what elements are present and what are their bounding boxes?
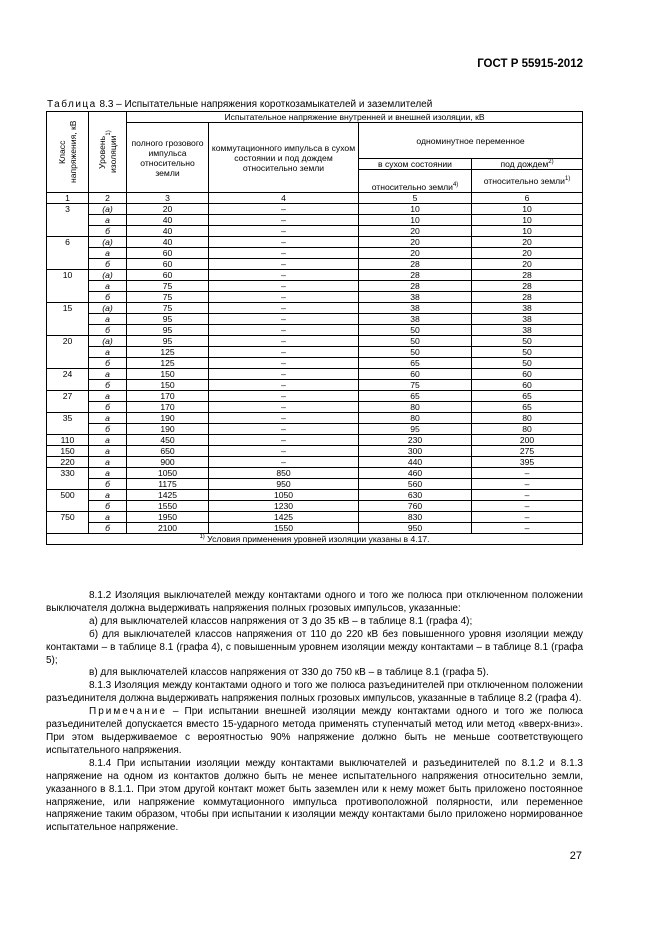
value-cell: – (209, 413, 359, 424)
table-footnote-mark: 1) (199, 534, 205, 540)
value-cell: 20 (472, 259, 583, 270)
value-cell: – (209, 380, 359, 391)
value-cell: 850 (209, 468, 359, 479)
column-number-cell: 2 (89, 193, 127, 204)
voltage-class-cell: 35 (47, 413, 89, 435)
insulation-level-cell: б (89, 424, 127, 435)
value-cell: – (209, 259, 359, 270)
table-row (47, 325, 583, 336)
value-cell: 150 (127, 369, 209, 380)
voltage-class-cell: 20 (47, 336, 89, 369)
value-cell: 38 (472, 303, 583, 314)
value-cell: 60 (127, 259, 209, 270)
value-cell: 38 (472, 314, 583, 325)
table-row (47, 523, 583, 534)
value-cell: 10 (472, 204, 583, 215)
paragraph-8-1-3: 8.1.3 Изоляция между контактами одного и того же полюса разъединителей при отключенном положении разъединителя должна выдерживать напряжения полных грозовых импульсов, указанные в таблице 8.2 (графа 4). (46, 680, 583, 705)
value-cell: 75 (359, 380, 472, 391)
table-row (47, 446, 583, 457)
insulation-level-cell: а (89, 391, 127, 402)
insulation-level-cell: б (89, 402, 127, 413)
value-cell: – (209, 270, 359, 281)
value-cell: 50 (359, 347, 472, 358)
voltage-class-cell: 27 (47, 391, 89, 413)
value-cell: 560 (359, 479, 472, 490)
value-cell: 28 (359, 270, 472, 281)
insulation-level-cell: а (89, 347, 127, 358)
value-cell: 40 (127, 226, 209, 237)
value-cell: 50 (472, 358, 583, 369)
value-cell: 28 (472, 270, 583, 281)
value-cell: 20 (472, 248, 583, 259)
insulation-level-cell: (а) (89, 270, 127, 281)
value-cell: 50 (359, 336, 472, 347)
table-row (47, 457, 583, 468)
insulation-level-cell: а (89, 435, 127, 446)
table-row (47, 303, 583, 314)
value-cell: 95 (127, 325, 209, 336)
insulation-level-cell: б (89, 259, 127, 270)
table-row (47, 468, 583, 479)
value-cell: 20 (359, 237, 472, 248)
value-cell: – (472, 468, 583, 479)
insulation-level-cell: (а) (89, 237, 127, 248)
header-rain-col (472, 159, 583, 193)
value-cell: – (472, 512, 583, 523)
value-cell: – (209, 347, 359, 358)
insulation-level-cell: б (89, 292, 127, 303)
note-text: – При испытании внешней изоляции между контактами одного и того же полюса разъединителей допускается вместо 15-ударного метода применять ступенчатый метод или метод «вверх-вниз». При этом выдерживаемое с вероятностью 90% напряжение должно быть не меньше соответствующего испытательного напряжения. (46, 706, 583, 756)
table-row (47, 413, 583, 424)
note-label: Примечание (89, 706, 167, 718)
value-cell: 200 (472, 435, 583, 446)
table-footnote (47, 534, 583, 545)
insulation-level-cell: а (89, 468, 127, 479)
value-cell: – (209, 446, 359, 457)
table-row (47, 501, 583, 512)
header-rain-label-text: под дождем (500, 159, 549, 169)
value-cell: – (209, 292, 359, 303)
value-cell: 60 (472, 380, 583, 391)
header-voltage-class (47, 112, 89, 193)
value-cell: – (209, 314, 359, 325)
header-rain-ground-sup: 1) (564, 176, 571, 182)
voltage-class-cell: 3 (47, 204, 89, 237)
value-cell: 230 (359, 435, 472, 446)
table-row (47, 314, 583, 325)
value-cell: 1230 (209, 501, 359, 512)
value-cell: – (209, 435, 359, 446)
value-cell: – (472, 490, 583, 501)
header-test-voltage-group: Испытательное напряжение внутренней и внешней изоляции, кВ (127, 112, 583, 123)
page-number: 27 (569, 850, 582, 862)
insulation-level-cell: б (89, 523, 127, 534)
table-row (47, 512, 583, 523)
value-cell: 950 (359, 523, 472, 534)
value-cell: 40 (127, 237, 209, 248)
paragraph-8-1-2: 8.1.2 Изоляция выключателей между контактами одного и того же полюса при отключенном положении выключателя должна выдерживать напряжения полных грозовых импульсов, указанные: (46, 590, 583, 614)
value-cell: 395 (472, 457, 583, 468)
table-row (47, 259, 583, 270)
insulation-level-cell: (а) (89, 303, 127, 314)
table-row (47, 281, 583, 292)
value-cell: 20 (127, 204, 209, 215)
value-cell: 125 (127, 358, 209, 369)
header-rain-ground (474, 170, 580, 186)
value-cell: 10 (472, 226, 583, 237)
value-cell: 125 (127, 347, 209, 358)
column-number-cell: 1 (47, 193, 89, 204)
table-row (47, 391, 583, 402)
value-cell: 95 (127, 336, 209, 347)
value-cell: 950 (209, 479, 359, 490)
table-footnote-text: Условия применения уровней изоляции указаны в 4.17. (204, 534, 430, 544)
column-number-cell: 5 (359, 193, 472, 204)
value-cell: 760 (359, 501, 472, 512)
table-row (47, 215, 583, 226)
value-cell: 10 (359, 215, 472, 226)
value-cell: – (209, 325, 359, 336)
insulation-level-cell: а (89, 215, 127, 226)
value-cell: 95 (127, 314, 209, 325)
value-cell: 80 (472, 413, 583, 424)
table-caption-title: – Испытательные напряжения короткозамыкателей и заземлителей (113, 99, 433, 110)
value-cell: – (472, 501, 583, 512)
value-cell: 170 (127, 402, 209, 413)
value-cell: – (209, 369, 359, 380)
insulation-level-cell: а (89, 413, 127, 424)
value-cell: 190 (127, 413, 209, 424)
body-text (46, 590, 583, 835)
insulation-level-cell: б (89, 501, 127, 512)
value-cell: 38 (359, 292, 472, 303)
voltage-class-cell: 10 (47, 270, 89, 303)
value-cell: 50 (472, 336, 583, 347)
value-cell: 1175 (127, 479, 209, 490)
insulation-level-cell: (а) (89, 204, 127, 215)
value-cell: 38 (472, 325, 583, 336)
value-cell: 650 (127, 446, 209, 457)
table-row (47, 358, 583, 369)
value-cell: 38 (359, 314, 472, 325)
value-cell: 1425 (209, 512, 359, 523)
value-cell: 60 (472, 369, 583, 380)
value-cell: 60 (359, 369, 472, 380)
column-number-cell: 3 (127, 193, 209, 204)
value-cell: 440 (359, 457, 472, 468)
value-cell: – (209, 391, 359, 402)
header-rain-label-sup: 2) (548, 159, 554, 165)
value-cell: 190 (127, 424, 209, 435)
value-cell: 10 (359, 204, 472, 215)
insulation-level-cell: б (89, 479, 127, 490)
column-number-cell: 6 (472, 193, 583, 204)
insulation-level-cell: а (89, 512, 127, 523)
value-cell: – (209, 358, 359, 369)
insulation-level-cell: б (89, 380, 127, 391)
header-dry-ground-sup: 4) (452, 182, 459, 188)
column-numbers-row (47, 193, 583, 204)
table-row (47, 402, 583, 413)
header-dry-ground-label: относительно земли (371, 182, 453, 192)
value-cell: 1550 (209, 523, 359, 534)
table-row (47, 292, 583, 303)
value-cell: – (209, 248, 359, 259)
value-cell: 60 (127, 248, 209, 259)
value-cell: 65 (359, 358, 472, 369)
insulation-level-cell: б (89, 325, 127, 336)
value-cell: 28 (359, 281, 472, 292)
value-cell: 75 (127, 303, 209, 314)
voltage-class-cell: 750 (47, 512, 89, 534)
value-cell: – (209, 204, 359, 215)
table-row (47, 204, 583, 215)
value-cell: – (472, 523, 583, 534)
value-cell: – (209, 424, 359, 435)
value-cell: 1050 (127, 468, 209, 479)
value-cell: 50 (472, 347, 583, 358)
value-cell: 2100 (127, 523, 209, 534)
header-insulation-level-sup: 1) (105, 130, 112, 136)
insulation-level-cell: а (89, 314, 127, 325)
header-dry-label: в сухом состоянии (359, 159, 471, 170)
table-row (47, 490, 583, 501)
insulation-level-cell: а (89, 248, 127, 259)
value-cell: 460 (359, 468, 472, 479)
table-caption (47, 99, 432, 110)
table-row (47, 226, 583, 237)
value-cell: – (209, 215, 359, 226)
test-voltage-table (46, 111, 583, 545)
header-switching-impulse: коммутационного импульса в сухом состоянии и под дождем относительно земли (209, 123, 359, 193)
value-cell: – (209, 303, 359, 314)
value-cell: 75 (127, 292, 209, 303)
value-cell: 28 (472, 281, 583, 292)
paragraph-8-1-4: 8.1.4 При испытании изоляции между контактами выключателей и разъединителей по 8.1.2 и 8.1.3 напряжение на одном из контактов должно быть не менее испытательного напряжения относительно земли, указанного в 8.1.1. При этом другой контакт может быть заземлен или к нему может быть приложено постоянное напряжение, или напряжение коммутационного импульса противоположной полярности, или переменное напряжение таким образом, чтобы при испытании к изоляции между контактами было приложено нормированное испытательное напряжение. (46, 757, 583, 834)
standard-header: ГОСТ Р 55915-2012 (477, 58, 583, 70)
insulation-level-cell: а (89, 457, 127, 468)
table-body (47, 204, 583, 534)
table-row (47, 435, 583, 446)
header-voltage-class-text: Класс напряжения, кВ (56, 120, 78, 184)
value-cell: – (472, 479, 583, 490)
note (46, 706, 583, 758)
table-row (47, 270, 583, 281)
voltage-class-cell: 15 (47, 303, 89, 336)
value-cell: 40 (127, 215, 209, 226)
insulation-level-cell: б (89, 226, 127, 237)
header-insulation-level (89, 112, 127, 193)
value-cell: 630 (359, 490, 472, 501)
voltage-class-cell: 6 (47, 237, 89, 270)
table-row (47, 424, 583, 435)
header-insulation-level-label: Уровень изоляции (96, 135, 118, 174)
voltage-class-cell: 24 (47, 369, 89, 391)
value-cell: 38 (359, 303, 472, 314)
header-rain-label (472, 159, 582, 170)
table-row (47, 369, 583, 380)
insulation-level-cell: а (89, 369, 127, 380)
insulation-level-cell: б (89, 358, 127, 369)
value-cell: 150 (127, 380, 209, 391)
table-caption-number: 8.3 (99, 99, 114, 110)
list-item-b: б) для выключателей классов напряжения от 110 до 220 кВ без повышенного уровня изоляции между контактами – в таблице 8.1 (графа 4), с повышенным уровнем изоляции между контактами – в таблице 8.1 (графа 5); (46, 628, 583, 666)
value-cell: 300 (359, 446, 472, 457)
insulation-level-cell: а (89, 446, 127, 457)
value-cell: 75 (127, 281, 209, 292)
value-cell: 275 (472, 446, 583, 457)
table-row (47, 336, 583, 347)
list-item-v: в) для выключателей классов напряжения от 330 до 750 кВ – в таблице 8.1 (графа 5). (89, 667, 489, 679)
value-cell: 20 (359, 248, 472, 259)
header-rain-ground-label: относительно земли (483, 176, 565, 186)
value-cell: 28 (472, 292, 583, 303)
value-cell: 1950 (127, 512, 209, 523)
header-dry-ground (361, 170, 469, 192)
table-row (47, 479, 583, 490)
value-cell: 20 (472, 237, 583, 248)
header-dry-col (359, 159, 472, 193)
value-cell: – (209, 226, 359, 237)
value-cell: 170 (127, 391, 209, 402)
value-cell: 80 (472, 424, 583, 435)
value-cell: 65 (359, 391, 472, 402)
header-insulation-level-text (97, 117, 119, 187)
value-cell: 900 (127, 457, 209, 468)
value-cell: 1425 (127, 490, 209, 501)
value-cell: 80 (359, 413, 472, 424)
value-cell: 28 (359, 259, 472, 270)
insulation-level-cell: а (89, 281, 127, 292)
voltage-class-cell: 110 (47, 435, 89, 446)
table-row (47, 380, 583, 391)
table-row (47, 237, 583, 248)
value-cell: 830 (359, 512, 472, 523)
voltage-class-cell: 330 (47, 468, 89, 490)
value-cell: 60 (127, 270, 209, 281)
value-cell: 65 (472, 391, 583, 402)
value-cell: – (209, 281, 359, 292)
header-lightning-impulse: полного грозового импульса относительно земли (127, 123, 209, 193)
value-cell: – (209, 402, 359, 413)
table-row (47, 248, 583, 259)
voltage-class-cell: 220 (47, 457, 89, 468)
value-cell: 10 (472, 215, 583, 226)
value-cell: 450 (127, 435, 209, 446)
value-cell: 20 (359, 226, 472, 237)
column-number-cell: 4 (209, 193, 359, 204)
table-caption-label: Таблица (47, 99, 97, 110)
voltage-class-cell: 500 (47, 490, 89, 512)
insulation-level-cell: (а) (89, 336, 127, 347)
value-cell: – (209, 237, 359, 248)
value-cell: 50 (359, 325, 472, 336)
value-cell: 1050 (209, 490, 359, 501)
header-one-minute-ac: одноминутное переменное (359, 123, 583, 159)
value-cell: – (209, 457, 359, 468)
value-cell: – (209, 336, 359, 347)
value-cell: 95 (359, 424, 472, 435)
value-cell: 80 (359, 402, 472, 413)
value-cell: 1550 (127, 501, 209, 512)
table-row (47, 347, 583, 358)
insulation-level-cell: а (89, 490, 127, 501)
value-cell: 65 (472, 402, 583, 413)
list-item-a: а) для выключателей классов напряжения от 3 до 35 кВ – в таблице 8.1 (графа 4); (89, 615, 473, 627)
voltage-class-cell: 150 (47, 446, 89, 457)
